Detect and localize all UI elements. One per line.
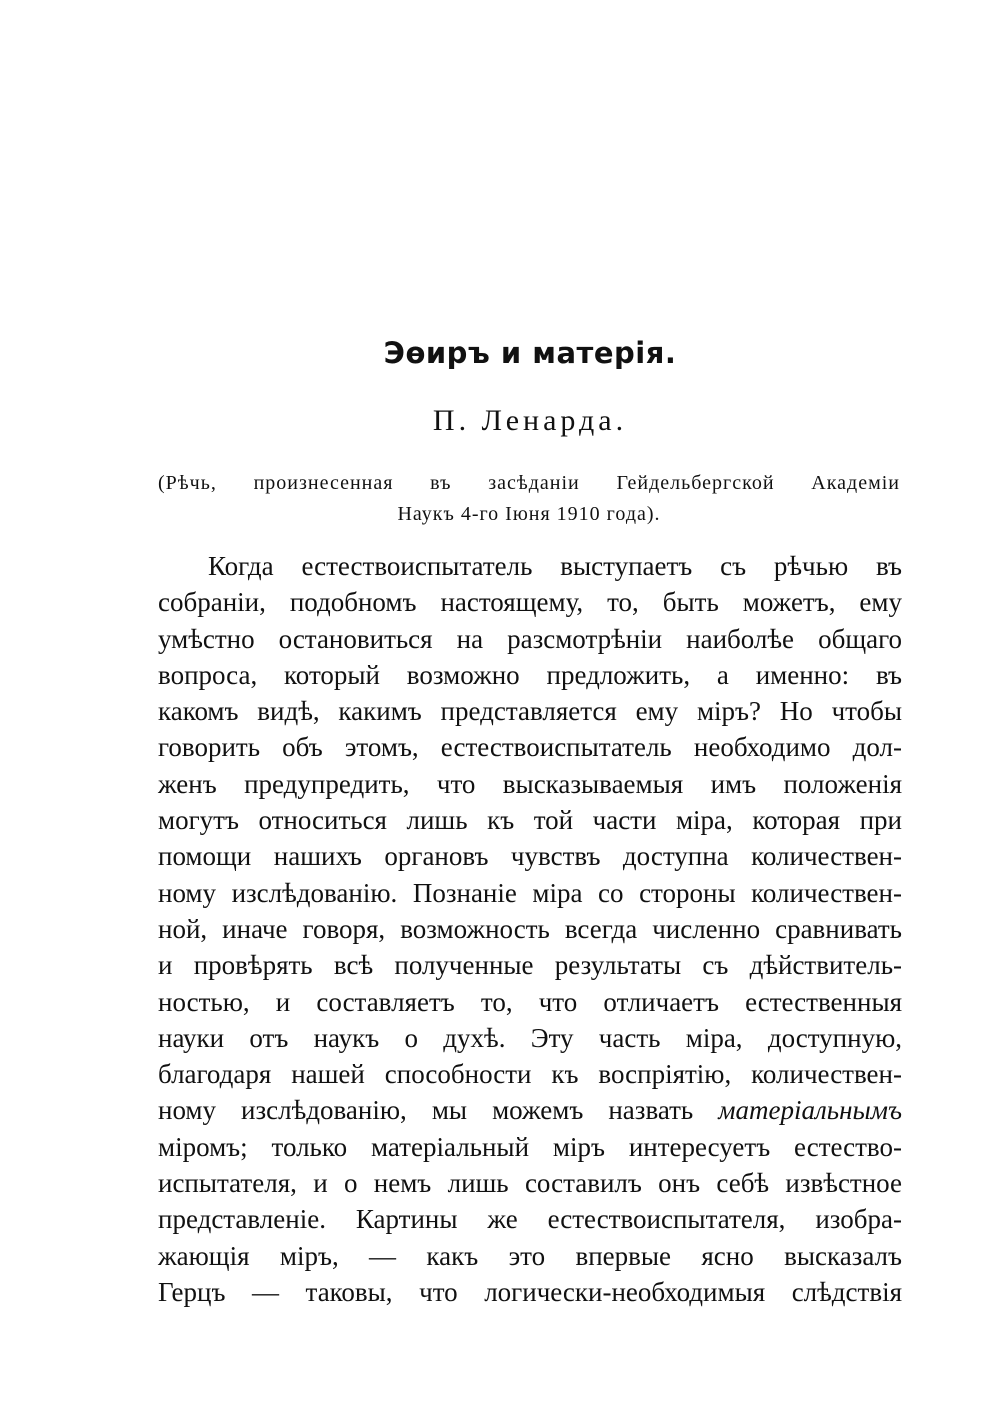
- text-line: науки отъ наукъ о духѣ. Эту часть міра, доступную,: [158, 1022, 902, 1053]
- text-segment: ному изслѣдованію, мы можемъ назвать: [158, 1095, 694, 1126]
- text-line: ному изслѣдованію. Познаніе міра со стороны количествен-: [158, 877, 902, 908]
- text-line: помощи нашихъ органовъ чувствъ доступна количествен-: [158, 841, 902, 872]
- text-line: говорить объ этомъ, естествоиспытатель необходимо дол-: [158, 732, 902, 763]
- text-line: умѣстно остановиться на разсмотрѣніи наиболѣе общаго: [158, 623, 902, 654]
- text-line: ностью, и составляетъ то, что отличаетъ естественныя: [158, 986, 902, 1017]
- text-line: женъ предупредить, что высказываемыя имъ положенія: [158, 768, 902, 799]
- subtitle-line: Наукъ 4-го Іюня 1910 года).: [397, 503, 661, 525]
- subtitle-line: (Рѣчь, произнесенная въ засѣданіи Гейдельбергской Академіи: [158, 472, 900, 494]
- text-line: представленіе. Картины же естествоиспытателя, изобра-: [158, 1204, 902, 1235]
- text-line: благодаря нашей способности къ воспріятію, количествен-: [158, 1059, 902, 1090]
- text-line: Герцъ — таковы, что логически-необходимыя слѣдствія: [158, 1276, 902, 1307]
- article-subtitle: [158, 468, 900, 530]
- body-paragraph: [158, 548, 902, 1310]
- text-line: Когда естествоиспытатель выступаетъ съ рѣчью въ: [208, 551, 902, 581]
- text-line: какомъ видѣ, какимъ представляется ему міръ? Но чтобы: [158, 696, 902, 727]
- text-line: міромъ; только матеріальный міръ интересуетъ естество-: [158, 1131, 902, 1162]
- text-line: могутъ относиться лишь къ той части міра, которая при: [158, 805, 902, 836]
- italic-term: матеріальнымъ: [718, 1095, 902, 1126]
- text-line: испытателя, и о немъ лишь составилъ онъ себѣ извѣстное: [158, 1168, 902, 1199]
- article-author: П. Ленарда.: [432, 404, 628, 437]
- text-line: и провѣрять всѣ полученные результаты съ дѣйствитель-: [158, 950, 902, 981]
- text-line: жающія міръ, — какъ это впервые ясно высказалъ: [158, 1240, 902, 1271]
- text-line-with-italic: [158, 1092, 902, 1128]
- article-title: Эѳиръ и матерія.: [383, 336, 677, 370]
- text-line: собраніи, подобномъ настоящему, то, быть можетъ, ему: [158, 587, 902, 618]
- text-line: ной, иначе говоря, возможность всегда численно сравнивать: [158, 913, 902, 944]
- text-line: вопроса, который возможно предложить, а именно: въ: [158, 659, 902, 690]
